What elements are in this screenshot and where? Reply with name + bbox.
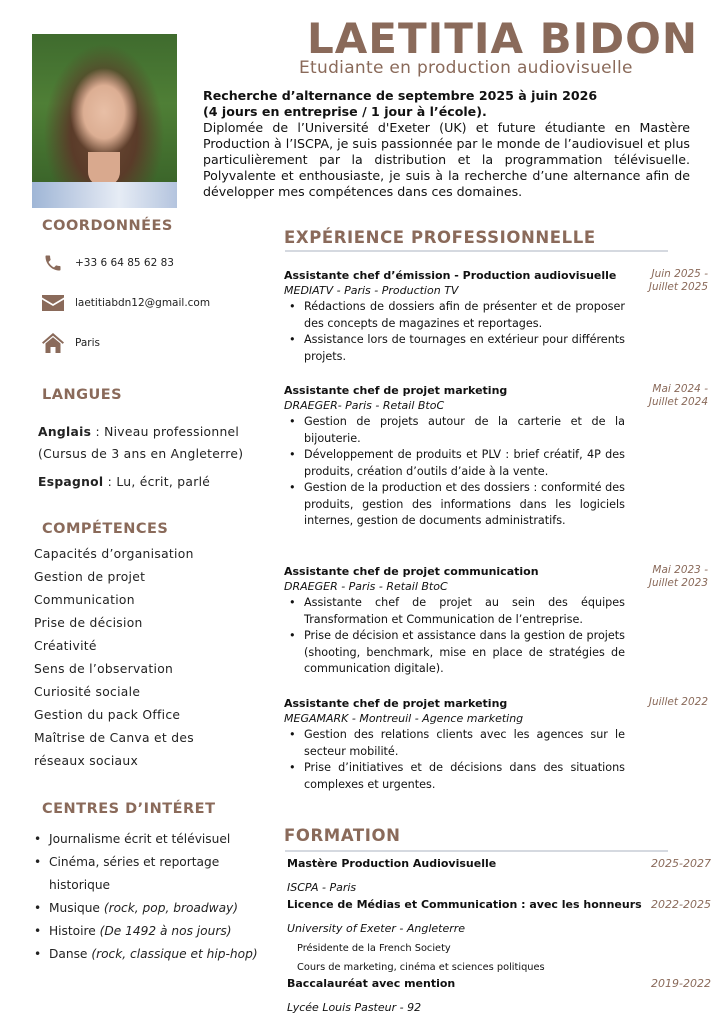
languages-heading: LANGUES (42, 387, 123, 403)
interests-heading: CENTRES D’INTÉRET (42, 801, 216, 817)
job-company: DRAEGER- Paris - Retail BtoC (284, 399, 445, 412)
job-date-end: Juillet 2023 (648, 577, 708, 589)
job-company: MEGAMARK - Montreuil - Agence marketing (284, 712, 524, 725)
job-date (628, 383, 708, 409)
education-row (287, 977, 711, 997)
job-title: Assistante chef d’émission - Production audiovisuelle (284, 269, 617, 282)
contact-phone (42, 253, 174, 273)
interest-note: (rock, classique et hip-hop) (91, 947, 258, 961)
intro-block (203, 88, 690, 200)
skill-item: Prise de décision (34, 616, 143, 630)
interest-text: Cinéma, séries et reportage historique (49, 855, 220, 892)
interest-text: Musique (49, 901, 104, 915)
job-date (628, 696, 708, 709)
education-row (287, 898, 711, 918)
skill-item: Communication (34, 593, 135, 607)
profile-photo (32, 34, 177, 208)
education-note: Présidente de la French Society (297, 943, 451, 954)
photo-neck-shape (88, 152, 120, 186)
education-note: Cours de marketing, cinéma et sciences politiques (297, 962, 545, 973)
phone-number[interactable]: +33 6 64 85 62 83 (75, 257, 174, 269)
email-address[interactable]: laetitiabdn12@gmail.com (75, 297, 211, 309)
school-name: Lycée Louis Pasteur - 92 (287, 1001, 422, 1014)
skill-item: Maîtrise de Canva et des (34, 731, 194, 745)
job-entry (284, 268, 714, 365)
job-entry (284, 383, 714, 530)
job-bullet: • Gestion de projets autour de la carterie et de la bijouterie. (284, 414, 625, 447)
interest-note: (rock, pop, broadway) (103, 901, 239, 915)
job-date (628, 268, 708, 294)
job-bullets (284, 299, 625, 365)
job-bullet: • Assistance lors de tournages en extérieur pour différents projets. (284, 332, 625, 365)
candidate-subtitle: Etudiante en production audiovisuelle (299, 58, 633, 78)
contact-city (42, 333, 100, 353)
job-date-start: Juillet 2022 (648, 696, 708, 708)
job-bullet: • Assistante chef de projet au sein des équipes Transformation et Communication de l’entreprise. (284, 595, 625, 628)
degree-years: 2022-2025 (651, 898, 711, 911)
photo-shirt-shape (32, 182, 177, 208)
job-bullet: • Prise de décision et assistance dans la gestion de projets (shooting, benchmark, mise en place de stratégies de communication digitale). (284, 628, 625, 678)
interest-item (34, 897, 258, 920)
education-divider (285, 850, 668, 852)
skills-list (34, 544, 194, 774)
degree-name: Mastère Production Audiovisuelle (287, 857, 497, 870)
skill-item: Capacités d’organisation (34, 547, 194, 561)
school-name: ISCPA - Paris (287, 881, 357, 894)
education-list (287, 857, 711, 1018)
interest-text: Journalisme écrit et télévisuel (49, 832, 231, 846)
job-bullet: • Développement de produits et PLV : brief créatif, 4P des produits, création d’outils d’aide à la vente. (284, 447, 625, 480)
job-date-start: Juin 2025 - (651, 268, 708, 280)
interest-item (34, 828, 258, 851)
job-bullets (284, 414, 625, 530)
job-bullet: • Rédactions de dossiers afin de présenter et de proposer des concepts de magazines et reportages. (284, 299, 625, 332)
language-name: Espagnol (38, 475, 104, 489)
job-date (628, 564, 708, 590)
job-bullets (284, 727, 625, 793)
interest-item (34, 920, 258, 943)
degree-years: 2019-2022 (651, 977, 711, 990)
contact-email (42, 293, 210, 313)
degree-years: 2025-2027 (651, 857, 711, 870)
interest-item (34, 851, 234, 897)
language-level: : Lu, écrit, parlé (103, 475, 211, 489)
job-entry (284, 564, 714, 678)
job-bullet: • Prise d’initiatives et de décisions dans des situations complexes et urgentes. (284, 760, 625, 793)
interests-list (34, 828, 258, 966)
interest-text: Histoire (49, 924, 100, 938)
skill-item: Créativité (34, 639, 97, 653)
degree-name: Licence de Médias et Communication : avec les honneurs (287, 898, 642, 911)
job-date-end: Juillet 2024 (648, 396, 708, 408)
job-bullets (284, 595, 625, 678)
skill-item: réseaux sociaux (34, 754, 139, 768)
job-date-end: Juillet 2025 (648, 281, 708, 293)
experience-heading: EXPÉRIENCE PROFESSIONNELLE (284, 228, 596, 247)
job-company: DRAEGER - Paris - Retail BtoC (284, 580, 448, 593)
skill-item: Gestion du pack Office (34, 708, 181, 722)
intro-bold-line-1: Recherche d’alternance de septembre 2025 à juin 2026 (203, 88, 598, 103)
home-icon (42, 333, 64, 353)
experience-divider (285, 250, 668, 252)
skill-item: Curiosité sociale (34, 685, 141, 699)
city: Paris (75, 337, 100, 349)
education-row (287, 857, 711, 877)
job-company: MEDIATV - Paris - Production TV (284, 284, 459, 297)
interest-text: Danse (49, 947, 92, 961)
school-name: University of Exeter - Angleterre (287, 922, 466, 935)
intro-bold-line-2: (4 jours en entreprise / 1 jour à l’école). (203, 104, 487, 119)
skill-item: Sens de l’observation (34, 662, 174, 676)
contact-heading: COORDONNÉES (42, 218, 173, 234)
job-bullet: • Gestion de la production et des dossiers : conformité des produits, gestion des informations dans les logiciels internes, gestion de documents administratifs. (284, 480, 625, 530)
language-detail: (Cursus de 3 ans en Angleterre) (38, 447, 244, 461)
interest-note: (De 1492 à nos jours) (99, 924, 232, 938)
intro-text: Diplomée de l’Université d'Exeter (UK) et future étudiante en Mastère Production à l’ISCPA, je suis passionnée par le monde de l’audiovisuel et plus particulièrement par la distribution et la programmation télévisuelle. Polyvalente et enthousiaste, je suis à la recherche d’une alternance afin de développer mes compétences dans ces domaines. (203, 120, 690, 199)
job-title: Assistante chef de projet marketing (284, 384, 508, 397)
job-title: Assistante chef de projet marketing (284, 697, 508, 710)
degree-name: Baccalauréat avec mention (287, 977, 456, 990)
language-name: Anglais (38, 425, 92, 439)
job-entry (284, 696, 714, 793)
mail-icon (42, 293, 64, 313)
job-title: Assistante chef de projet communication (284, 565, 539, 578)
language-level: : Niveau professionnel (91, 425, 240, 439)
job-bullet: • Gestion des relations clients avec les agences sur le secteur mobilité. (284, 727, 625, 760)
candidate-name: LAETITIA BIDON (307, 14, 698, 63)
phone-icon (42, 253, 64, 273)
job-date-start: Mai 2023 - (652, 564, 708, 576)
job-date-start: Mai 2024 - (652, 383, 708, 395)
skills-heading: COMPÉTENCES (42, 521, 169, 537)
education-heading: FORMATION (284, 826, 401, 845)
language-english (38, 421, 243, 465)
language-spanish (38, 471, 210, 493)
interest-item (34, 943, 258, 966)
skill-item: Gestion de projet (34, 570, 146, 584)
